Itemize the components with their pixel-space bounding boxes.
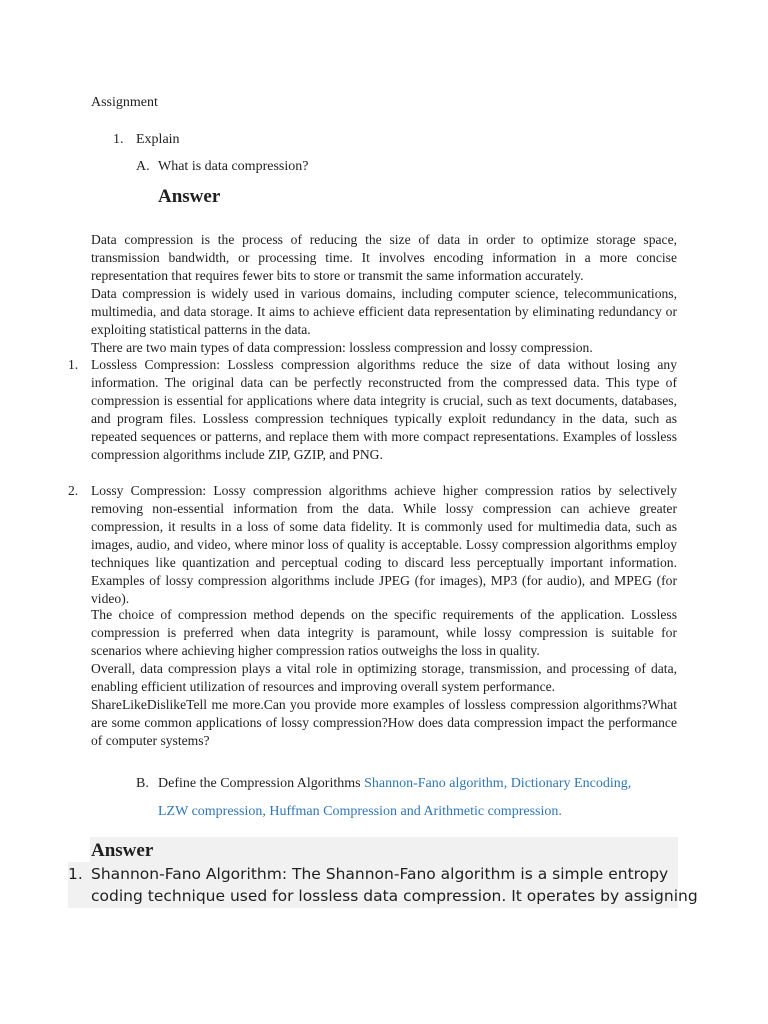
item-b-question — [158, 775, 631, 793]
lossy-item: Lossy Compression: Lossy compression algorithms achieve higher compression ratios by selectively removing non-essential information from the data. While lossy compression can achieve greater compression, it results in a loss of some data fidelity. It is commonly used for multimedia data, such as images, audio, and video, where minor loss of quality is acceptable. Lossy compression algorithms employ techniques like quantization and perceptual coding to discard less perceptually important information. Examples of lossy compression algorithms include JPEG (for images), MP3 (for audio), and MPEG (for video). — [91, 483, 677, 606]
item-b-letter: B. — [136, 776, 149, 791]
item-a-question: What is data compression? — [158, 159, 309, 174]
algorithms-link-line-2[interactable]: LZW compression, Huffman Compression and Arithmetic compression. — [158, 804, 562, 819]
item-a-letter: A. — [136, 159, 150, 174]
answer-highlight-band — [90, 837, 678, 865]
algorithms-link-line-1[interactable]: Shannon-Fano algorithm, Dictionary Encoding, — [364, 776, 632, 791]
list-number: 1. — [68, 357, 79, 372]
item-b-prefix: Define the Compression Algorithms — [158, 776, 365, 791]
shannon-line-2: coding technique used for lossless data compression. It operates by assigning — [91, 887, 698, 905]
shannon-number: 1. — [68, 865, 83, 883]
assignment-heading: Assignment — [91, 95, 158, 110]
overall-paragraph: Overall, data compression plays a vital role in optimizing storage, transmission, and processing of data, enabling efficient utilization of resources and improving overall system performance. — [91, 661, 677, 694]
item-1-number: 1. — [113, 132, 124, 147]
answer-heading: Answer — [158, 186, 221, 207]
list-number: 2. — [68, 483, 79, 498]
domains-paragraph: Data compression is widely used in various domains, including computer science, telecommunications, multimedia, and data storage. It aims to achieve efficient data representation by eliminating redundancy or exploiting statistical patterns in the data. — [91, 286, 677, 337]
intro-paragraph: Data compression is the process of reducing the size of data in order to optimize storage space, transmission bandwidth, or processing time. It involves encoding information in a more concise representation that requires fewer bits to store or transmit the same information accurately. — [91, 232, 677, 283]
lossless-item: Lossless Compression: Lossless compression algorithms reduce the size of data without losing any information. The original data can be perfectly reconstructed from the compressed data. This type of compression is essential for applications where data integrity is crucial, such as text documents, databases, and program files. Lossless compression techniques typically exploit redundancy in the data, such as repeated sequences or patterns, and replace them with more compact representations. Examples of lossless compression algorithms include ZIP, GZIP, and PNG. — [91, 357, 677, 462]
shannon-line-1: Shannon-Fano Algorithm: The Shannon-Fano algorithm is a simple entropy — [91, 865, 669, 883]
answer-2-heading: Answer — [91, 840, 154, 861]
item-1-label: Explain — [136, 132, 180, 147]
types-paragraph: There are two main types of data compression: lossless compression and lossy compression. — [91, 340, 593, 355]
choice-paragraph: The choice of compression method depends on the specific requirements of the application. Lossless compression is preferred when data integrity is paramount, while lossy compression is suitable for scenarios where achieving higher compression ratios outweighs the loss in quality. — [91, 607, 677, 658]
share-paragraph: ShareLikeDislikeTell me more.Can you provide more examples of lossless compression algorithms?What are some common applications of lossy compression?How does data compression impact the performance of computer systems? — [91, 697, 677, 748]
